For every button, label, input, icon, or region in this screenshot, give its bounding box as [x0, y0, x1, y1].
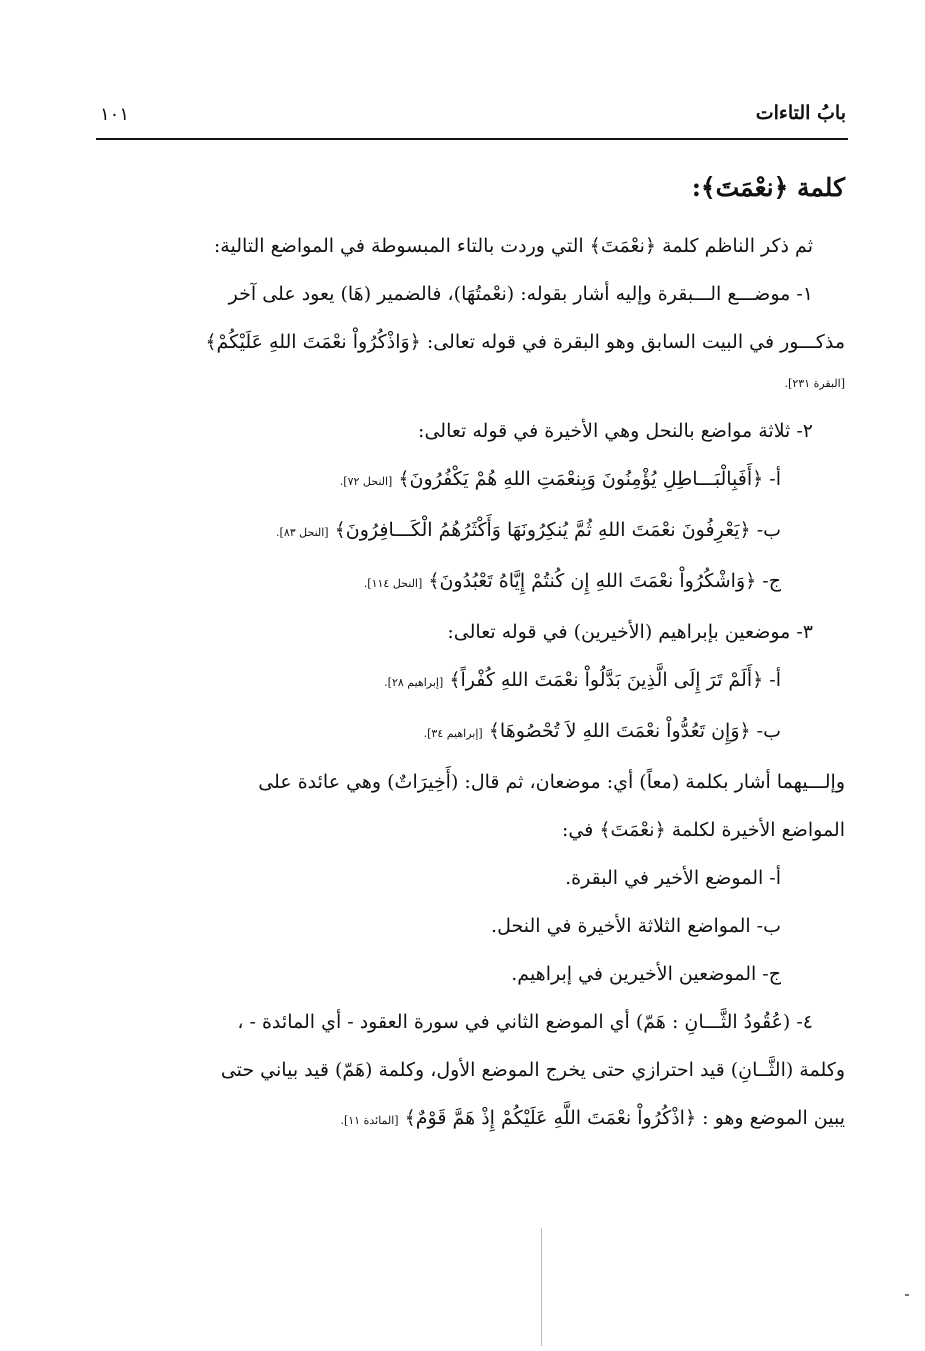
item3-a	[103, 656, 845, 707]
header-rule	[96, 138, 848, 140]
summary-line2: المواضع الأخيرة لكلمة ﴿نعْمَتَ﴾ في:	[561, 819, 845, 841]
quran-reference: [النحل ٧٢].	[339, 475, 393, 488]
item2-heading: ٢- ثلاثة مواضع بالنحل وهي الأخيرة في قوله تعالى:	[418, 420, 813, 442]
item1-reference	[103, 366, 845, 399]
page-header	[96, 98, 846, 138]
item4-line1: ٤- (عُقُودُ الثَّـــانِ : هَمّ) أي الموضع الثاني في سورة العقود - أي المائدة - ،	[237, 1011, 813, 1033]
item1-line2: مذكـــور في البيت السابق وهو البقرة في قوله تعالى: ﴿وَاذْكُرُواْ نعْمَتَ اللهِ عَلَيْكُمْ﴾	[205, 331, 845, 353]
item4-line2: وكلمة (الثَّــانِ) قيد احترازي حتى يخرج الموضع الأول، وكلمة (هَمّ) قيد بياني حتى	[220, 1059, 845, 1081]
verse-text: ب- ﴿وَإِن تَعُدُّواْ نعْمَتَ اللهِ لاَ تُحْصُوهَا﴾	[488, 720, 781, 742]
section-title: كلمة ﴿نعْمَتَ﴾:	[691, 173, 845, 202]
verse-text: أ- ﴿أَفَبِالْبَـــاطِلِ يُؤْمِنُونَ وَبِنعْمَتِ اللهِ هُمْ يَكْفُرُونَ﴾	[398, 468, 781, 490]
item4-line3	[103, 1094, 845, 1145]
item2-a	[103, 455, 845, 506]
scan-artifact-line	[541, 1228, 542, 1346]
summary-item-b: ب- المواضع الثلاثة الأخيرة في النحل.	[491, 915, 781, 937]
quran-reference: [البقرة ٢٣١].	[784, 377, 845, 390]
verse-text: ج- ﴿وَاشْكُرُواْ نعْمَتَ اللهِ إِن كُنتُمْ إِيَّاهُ تَعْبُدُونَ﴾	[428, 570, 781, 592]
scan-artifact-dot	[905, 1294, 909, 1296]
verse-text: يبين الموضع وهو : ﴿اذْكُرُواْ نعْمَتَ اللَّهِ عَلَيْكُمْ إِذْ هَمَّ قَوْمٌ﴾	[404, 1107, 845, 1129]
quran-reference: [إبراهيم ٢٨].	[384, 676, 444, 689]
page-number: ١٠١	[100, 104, 130, 125]
item1-line1: ١- موضـــع الـــبقرة وإليه أشار بقوله: (نعْمتُهَا)، فالضمير (هَا) يعود على آخر	[228, 283, 813, 305]
item3-heading: ٣- موضعين بإبراهيم (الأخيرين) في قوله تعالى:	[447, 621, 813, 643]
quran-reference: [النحل ٨٣].	[276, 526, 329, 539]
item2-c	[103, 557, 845, 608]
page-body	[103, 160, 845, 1145]
verse-text: أ- ﴿أَلَمْ تَرَ إِلَى الَّذِينَ بَدَّلُواْ نعْمَتَ اللهِ كُفْراً﴾	[449, 669, 781, 691]
quran-reference: [النحل ١١٤].	[363, 577, 423, 590]
summary-line1: وإلـــيهما أشار بكلمة (معاً) أي: موضعان، ثم قال: (أَخِيرَاتٌ) وهي عائدة على	[258, 771, 845, 793]
quran-reference: [المائدة ١١].	[340, 1114, 399, 1127]
intro-paragraph: ثم ذكر الناظم كلمة ﴿نعْمَتَ﴾ التي وردت بالتاء المبسوطة في المواضع التالية:	[213, 235, 813, 257]
verse-text: ب- ﴿يَعْرِفُونَ نعْمَتَ اللهِ ثُمَّ يُنكِرُونَهَا وَأَكْثَرُهُمُ الْكَـــافِرُونَ﴾	[334, 519, 781, 541]
summary-item-a: أ- الموضع الأخير في البقرة.	[565, 867, 781, 889]
summary-item-c: ج- الموضعين الأخيرين في إبراهيم.	[511, 963, 781, 985]
quran-reference: [إبراهيم ٣٤].	[423, 727, 483, 740]
item3-b	[103, 707, 845, 758]
running-head: بابُ التاءات	[755, 102, 846, 124]
item2-b	[103, 506, 845, 557]
